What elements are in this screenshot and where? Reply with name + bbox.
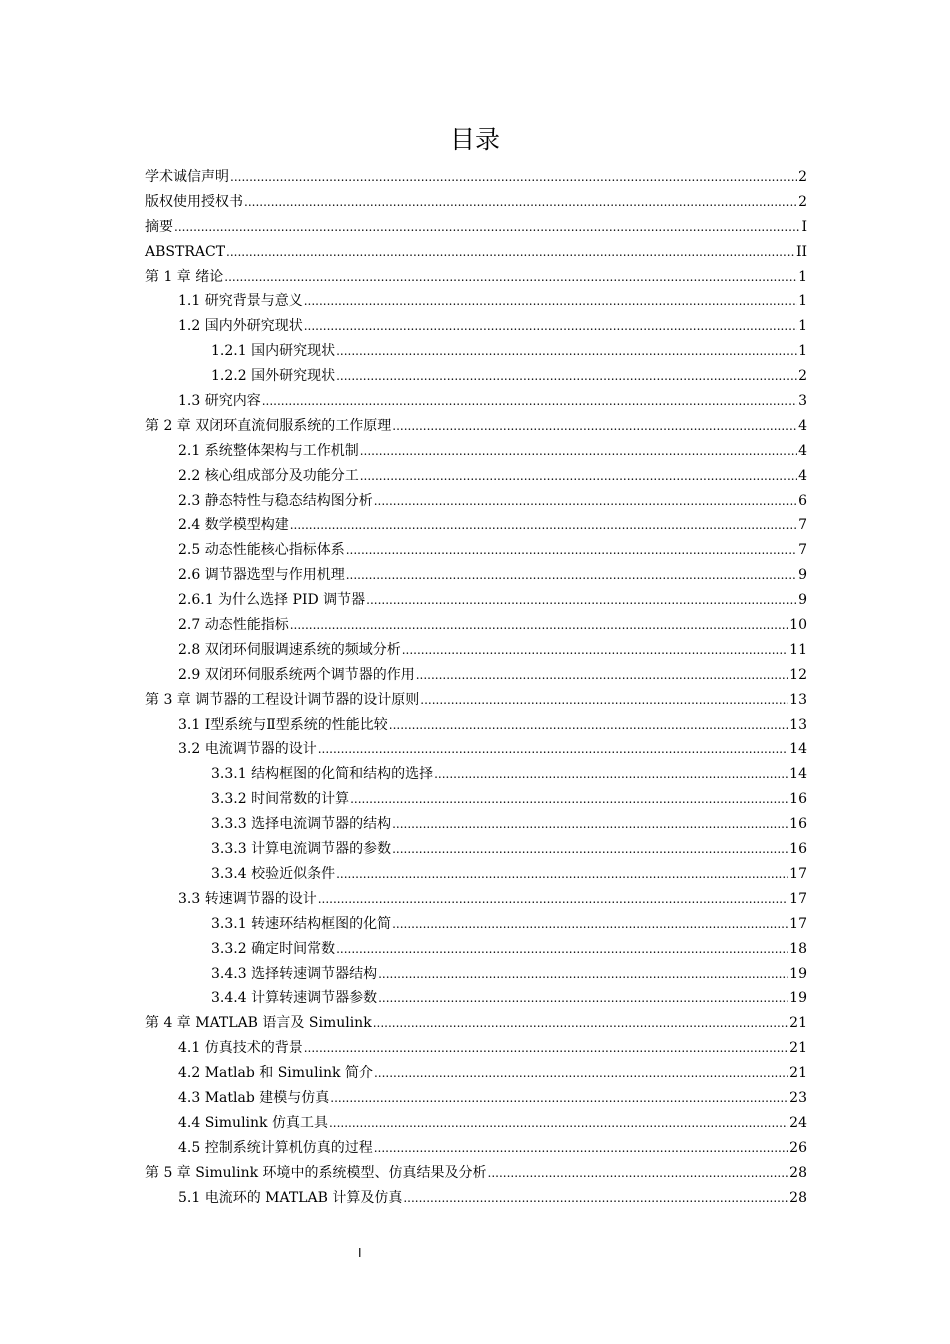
toc-entry[interactable] [145,538,807,563]
toc-entry-label: 摘要 [145,218,173,235]
dot-leader [392,912,788,937]
toc-entry-page: 18 [789,940,807,957]
toc-entry-label: 2.1 系统整体架构与工作机制 [178,442,359,459]
dot-leader [392,812,788,837]
toc-entry-label: 1.2.2 国外研究现状 [211,368,336,385]
toc-entry[interactable] [145,339,807,364]
toc-entry-page: 19 [789,990,807,1007]
toc-entry-label: 4.3 Matlab 建模与仿真 [178,1089,330,1106]
toc-entry-page: 28 [789,1164,807,1181]
dot-leader [346,563,797,588]
toc-entry-label: 2.6.1 为什么选择 PID 调节器 [178,592,366,609]
toc-entry[interactable] [145,265,807,290]
toc-entry[interactable] [145,638,807,663]
dot-leader [360,439,797,464]
toc-entry-page: 21 [789,1040,807,1057]
dot-leader [389,713,788,738]
toc-entry-page: 13 [789,716,807,733]
dot-leader [336,937,788,962]
dot-leader [318,737,788,762]
dot-leader [336,862,788,887]
toc-entry[interactable] [145,986,807,1011]
toc-entry-label: 4.5 控制系统计算机仿真的过程 [178,1139,373,1156]
page-number: I [358,1246,362,1260]
dot-leader [374,489,797,514]
toc-entry[interactable] [145,737,807,762]
dot-leader [304,289,797,314]
dot-leader [290,513,797,538]
toc-entry[interactable] [145,588,807,613]
dot-leader [360,464,797,489]
dot-leader [329,1111,788,1136]
toc-entry-page: 14 [789,766,807,783]
dot-leader [336,364,797,389]
toc-entry-label: 3.4.4 计算转速调节器参数 [211,990,378,1007]
toc-entry-page: 10 [789,617,807,634]
toc-entry-page: 14 [789,741,807,758]
toc-entry-label: 2.4 数学模型构建 [178,517,289,534]
toc-entry[interactable] [145,663,807,688]
toc-entry-label: 1.3 研究内容 [178,393,261,410]
toc-entry-page: 4 [798,442,807,459]
toc-entry-page: 16 [789,841,807,858]
toc-entry[interactable] [145,1136,807,1161]
toc-entry-page: 7 [798,542,807,559]
dot-leader [420,688,788,713]
toc-entry-label: 2.9 双闭环伺服系统两个调节器的作用 [178,666,415,683]
dot-leader [402,638,788,663]
toc-entry-label: 3.3.1 结构框图的化简和结构的选择 [211,766,434,783]
dot-leader [403,1186,788,1211]
toc-entry-page: I [801,218,807,235]
toc-entry[interactable] [145,962,807,987]
table-of-contents [145,165,807,1210]
toc-entry[interactable] [145,513,807,538]
toc-entry[interactable] [145,389,807,414]
toc-entry[interactable] [145,563,807,588]
toc-entry-page: 26 [789,1139,807,1156]
toc-entry-page: 23 [789,1089,807,1106]
toc-entry-label: 第 2 章 双闭环直流伺服系统的工作原理 [145,417,392,434]
toc-entry-page: 12 [789,666,807,683]
dot-leader [230,165,797,190]
toc-entry-label: 2.3 静态特性与稳态结构图分析 [178,492,373,509]
toc-entry-label: 3.4.3 选择转速调节器结构 [211,965,378,982]
toc-entry-label: 3.1 Ⅰ型系统与Ⅱ型系统的性能比较 [178,716,388,733]
toc-entry-label: 3.3.3 选择电流调节器的结构 [211,816,392,833]
dot-leader [304,1036,788,1061]
toc-entry-page: 6 [798,492,807,509]
toc-entry[interactable] [145,1061,807,1086]
toc-entry-page: 1 [798,293,807,310]
toc-entry-page: 28 [789,1189,807,1206]
toc-entry[interactable] [145,439,807,464]
toc-entry[interactable] [145,289,807,314]
toc-entry[interactable] [145,215,807,240]
dot-leader [174,215,800,240]
dot-leader [330,1086,788,1111]
toc-entry-label: 3.3.3 计算电流调节器的参数 [211,841,392,858]
toc-entry[interactable] [145,837,807,862]
toc-entry-label: 第 1 章 绪论 [145,268,224,285]
toc-entry-label: 4.4 Simulink 仿真工具 [178,1114,328,1131]
toc-entry[interactable] [145,1161,807,1186]
toc-entry[interactable] [145,713,807,738]
toc-entry-page: 19 [789,965,807,982]
dot-leader [374,1136,788,1161]
toc-entry-page: 7 [798,517,807,534]
toc-entry-label: 1.2.1 国内研究现状 [211,343,336,360]
toc-entry[interactable] [145,1011,807,1036]
toc-entry[interactable] [145,414,807,439]
toc-entry[interactable] [145,862,807,887]
dot-leader [304,314,797,339]
toc-entry-page: 21 [789,1015,807,1032]
toc-entry-page: 16 [789,791,807,808]
toc-entry-label: 4.2 Matlab 和 Simulink 简介 [178,1065,373,1082]
toc-entry-label: 2.8 双闭环伺服调速系统的频域分析 [178,641,401,658]
page-title: 目录 [449,125,500,154]
toc-entry-label: ABSTRACT [145,243,226,260]
dot-leader [226,240,795,265]
toc-entry[interactable] [145,165,807,190]
toc-entry-label: 版权使用授权书 [145,193,243,210]
toc-entry[interactable] [145,464,807,489]
toc-entry[interactable] [145,812,807,837]
toc-entry-label: 3.3.2 确定时间常数 [211,940,336,957]
toc-entry[interactable] [145,1036,807,1061]
toc-entry-label: 2.6 调节器选型与作用机理 [178,567,345,584]
toc-entry[interactable] [145,688,807,713]
toc-entry[interactable] [145,240,807,265]
dot-leader [366,588,797,613]
dot-leader [416,663,788,688]
dot-leader [392,414,797,439]
toc-entry-label: 3.3 转速调节器的设计 [178,890,317,907]
toc-entry-label: 1.1 研究背景与意义 [178,293,303,310]
toc-entry[interactable] [145,190,807,215]
toc-entry-page: 17 [789,890,807,907]
toc-entry-page: 1 [798,343,807,360]
dot-leader [318,887,788,912]
dot-leader [346,538,797,563]
toc-entry-page: 2 [798,169,807,185]
toc-entry-label: 2.5 动态性能核心指标体系 [178,542,345,559]
toc-entry[interactable] [145,314,807,339]
toc-entry-page: 2 [798,368,807,385]
toc-entry-page: 21 [789,1065,807,1082]
toc-entry-page: 24 [789,1114,807,1131]
toc-entry-label: 2.7 动态性能指标 [178,617,289,634]
toc-entry[interactable] [145,912,807,937]
dot-leader [373,1011,788,1036]
toc-entry-page: 9 [798,592,807,609]
toc-entry-page: 13 [789,691,807,708]
toc-entry-page: 2 [798,193,807,210]
toc-entry[interactable] [145,1186,807,1211]
toc-entry-page: 9 [798,567,807,584]
toc-entry-label: 4.1 仿真技术的背景 [178,1040,303,1057]
toc-entry-label: 第 5 章 Simulink 环境中的系统模型、仿真结果及分析 [145,1164,487,1181]
dot-leader [488,1161,789,1186]
toc-entry-page: 16 [789,816,807,833]
dot-leader [374,1061,788,1086]
toc-entry[interactable] [145,787,807,812]
toc-entry[interactable] [145,364,807,389]
toc-entry-label: 3.3.4 校验近似条件 [211,865,336,882]
toc-entry-page: 17 [789,865,807,882]
toc-entry-label: 学术诚信声明 [145,169,229,185]
toc-entry[interactable] [145,1086,807,1111]
dot-leader [378,962,788,987]
toc-entry-label: 第 3 章 调节器的工程设计调节器的设计原则 [145,691,420,708]
toc-entry-page: 1 [798,318,807,335]
toc-entry-page: 3 [798,393,807,410]
dot-leader [262,389,797,414]
dot-leader [336,339,797,364]
toc-entry[interactable] [145,489,807,514]
toc-entry[interactable] [145,613,807,638]
toc-entry[interactable] [145,762,807,787]
toc-entry-page: 11 [789,641,807,658]
dot-leader [350,787,788,812]
toc-entry-label: 2.2 核心组成部分及功能分工 [178,467,359,484]
dot-leader [290,613,788,638]
toc-entry-page: 1 [798,268,807,285]
toc-entry-label: 第 4 章 MATLAB 语言及 Simulink [145,1015,372,1032]
toc-entry-page: II [795,243,807,260]
dot-leader [244,190,797,215]
toc-entry-label: 5.1 电流环的 MATLAB 计算及仿真 [178,1189,403,1206]
toc-entry-label: 3.3.1 转速环结构框图的化简 [211,915,392,932]
toc-entry-page: 4 [798,417,807,434]
toc-entry-label: 3.2 电流调节器的设计 [178,741,317,758]
toc-entry[interactable] [145,937,807,962]
dot-leader [378,986,788,1011]
toc-entry-label: 3.3.2 时间常数的计算 [211,791,350,808]
toc-entry[interactable] [145,887,807,912]
toc-entry-page: 17 [789,915,807,932]
dot-leader [224,265,797,290]
toc-entry-page: 4 [798,467,807,484]
dot-leader [392,837,788,862]
toc-entry-label: 1.2 国内外研究现状 [178,318,303,335]
dot-leader [434,762,788,787]
toc-entry[interactable] [145,1111,807,1136]
